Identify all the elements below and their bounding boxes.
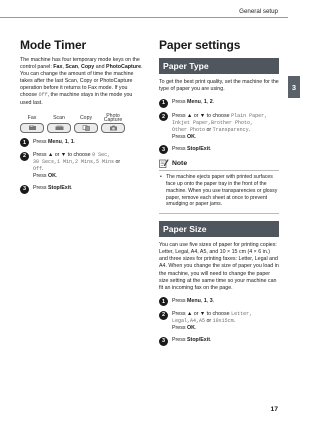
bold-text: OK [48, 173, 56, 180]
note-header [159, 159, 279, 171]
bold-text: Copy [81, 64, 95, 71]
fax-key-label: Fax [27, 114, 37, 121]
paper-type-steps [159, 99, 279, 154]
text-run: Press [33, 138, 49, 145]
text-run: . [42, 166, 44, 173]
text-run: , [206, 297, 210, 304]
step-line [33, 185, 144, 192]
text-run: Press [33, 173, 49, 180]
step-line [172, 337, 279, 344]
scan-key [47, 114, 71, 133]
copy-key [74, 114, 98, 133]
step-item [159, 146, 279, 155]
bold-text: Stop/Exit [187, 145, 210, 152]
text-run: Press ▲ or ▼ to choose [172, 311, 232, 318]
lcd-text: Off [33, 166, 43, 173]
lcd-text: 0 Sec, [92, 152, 111, 159]
header-rule [0, 17, 288, 18]
paper-settings-title: Paper settings [159, 38, 241, 52]
bold-text: Menu [187, 297, 201, 304]
text-run: , [67, 138, 71, 145]
step-line [172, 298, 279, 305]
bold-text: 1 [64, 138, 68, 145]
step-line [33, 166, 144, 173]
paper-type-heading: Paper Type [159, 58, 279, 74]
photo-capture-icon [101, 123, 125, 133]
lcd-text: Off [38, 92, 48, 99]
text-run: Press [172, 99, 188, 106]
step-text [172, 113, 279, 141]
step-line [172, 311, 279, 318]
step-number: 2 [159, 112, 168, 121]
paper-size-intro [159, 242, 279, 292]
step-number: 1 [159, 297, 168, 306]
text-run: . [248, 126, 251, 133]
step-line [33, 173, 144, 180]
step-number: 1 [159, 99, 168, 108]
lcd-text: Inkjet Paper,Brother Photo, [172, 119, 254, 126]
section-label: General setup [239, 8, 278, 15]
text-run: or [205, 318, 213, 325]
step-text [172, 146, 279, 153]
text-run: . You can change the amount of time the machine takes after the last Scan, Copy or PhotoCapture operation before it returns to Fax mode. If you choose [20, 64, 143, 99]
right-column [159, 38, 279, 351]
note-box [159, 159, 279, 214]
step-item [159, 337, 279, 346]
step-line [172, 325, 279, 332]
text-run: The machine has four temporary mode keys on the control panel: [20, 57, 140, 71]
paper-type-intro [159, 79, 279, 93]
lcd-text: Plain Paper, [231, 112, 268, 119]
scan-key-label: Scan [53, 114, 65, 121]
step-text [172, 298, 279, 305]
copy-key-label: Copy [79, 114, 93, 121]
fax-key [20, 114, 44, 133]
text-run: , [78, 64, 81, 71]
note-list [159, 174, 279, 208]
text-run: and [94, 64, 107, 71]
text-run: Press ▲ or ▼ to choose [172, 112, 232, 119]
text-run: Press [33, 185, 49, 192]
bold-text: 2 [209, 99, 213, 106]
bold-text: 1 [70, 138, 74, 145]
paper-size-heading: Paper Size [159, 221, 279, 237]
text-run: or [114, 159, 121, 166]
bold-text: Stop/Exit [187, 337, 210, 344]
text-run: or [205, 126, 213, 133]
bold-text: 1 [203, 297, 207, 304]
text-run: Press [172, 337, 188, 344]
text-run: . [209, 337, 212, 344]
lcd-text: 30 Secs,1 Min,2 Mins,5 Mins [33, 159, 115, 166]
bold-text: Menu [48, 138, 62, 145]
bold-text: Menu [187, 99, 201, 106]
mode-timer-intro [20, 57, 144, 107]
step-line [172, 120, 279, 127]
text-run: . [233, 318, 236, 325]
step-item [20, 185, 144, 194]
step-line [172, 134, 279, 141]
note-title: Note [172, 160, 188, 168]
text-run: Press [172, 133, 188, 140]
step-number: 3 [159, 145, 168, 154]
step-text [172, 311, 279, 332]
text-run: . [212, 99, 215, 106]
step-item [20, 152, 144, 180]
text-run: , [206, 99, 210, 106]
note-pencil-icon [159, 159, 169, 168]
photo-capture-key [101, 114, 125, 133]
step-number: 3 [20, 185, 29, 194]
step-line [172, 146, 279, 153]
step-line [172, 113, 279, 120]
step-number: 2 [20, 152, 29, 161]
text-run: . [194, 133, 197, 140]
fax-icon [20, 123, 44, 133]
step-line [33, 152, 144, 159]
text-run: . [209, 145, 212, 152]
bold-text: OK [187, 133, 195, 140]
step-text [33, 139, 144, 146]
text-run: Press ▲ or ▼ to choose [33, 152, 93, 159]
bold-text: OK [187, 325, 195, 332]
mode-timer-steps [20, 139, 144, 194]
paper-size-steps [159, 298, 279, 346]
scan-icon [47, 123, 71, 133]
step-number: 3 [159, 337, 168, 346]
text-run: , [200, 297, 204, 304]
text-run: . [70, 185, 73, 192]
lcd-text: Other Photo [172, 126, 206, 133]
text-run: Press [172, 325, 188, 332]
step-line [172, 127, 279, 134]
note-item: • The machine ejects paper with printed surfaces face up onto the paper tray in the front of the machine. When you use transparencies or glossy paper, remove each sheet at once to prevent smudging or paper jams. [159, 174, 279, 208]
step-line [172, 99, 279, 106]
bold-text: 3 [209, 297, 213, 304]
step-item [20, 139, 144, 148]
step-text [33, 185, 144, 192]
bold-text: Fax [53, 64, 63, 71]
bold-text: Stop/Exit [48, 185, 71, 192]
page-number: 17 [270, 406, 278, 413]
bold-text: 1 [203, 99, 207, 106]
lcd-text: Letter, [231, 311, 253, 318]
text-run: . [73, 138, 76, 145]
left-column [20, 38, 144, 199]
text-run: To get the best print quality, set the machine for the type of paper you are using. [159, 79, 279, 93]
text-run: Press [172, 297, 188, 304]
step-number: 1 [20, 138, 29, 147]
text-run: Press [172, 145, 188, 152]
text-run: . [55, 173, 58, 180]
lcd-text: 10x15cm [212, 318, 234, 325]
text-run: , [200, 99, 204, 106]
text-run: , [61, 138, 65, 145]
chapter-tab: 3 [288, 76, 300, 98]
text-run: . [194, 325, 197, 332]
text-run: You can use five sizes of paper for printing copies: Letter, Legal, A4, A5, and 10 × 15 cm (4 × 6 in.) and three sizes for printing faxes: Letter, Legal and A4. When you change the size of paper you load in the machine, you will need to change the paper size setting at the same time so your machine can fit an incoming fax on the page. [159, 242, 279, 291]
mode-keys-illustration [20, 114, 144, 133]
text-run: . [212, 297, 215, 304]
step-line [172, 318, 279, 325]
step-line [33, 159, 144, 166]
step-line [33, 139, 144, 146]
lcd-text: Transparency [212, 126, 249, 133]
step-number: 2 [159, 311, 168, 320]
step-text [172, 337, 279, 344]
bold-text: Scan [65, 64, 79, 71]
text-run: , [62, 64, 66, 71]
copy-icon [74, 123, 98, 133]
lcd-text: Legal,A4,A5 [172, 318, 206, 325]
step-text [33, 152, 144, 180]
step-text [172, 99, 279, 106]
text-run: , the machine stays in the mode you used last. [20, 92, 133, 106]
step-item [159, 99, 279, 108]
step-item [159, 113, 279, 141]
mode-timer-title: Mode Timer [20, 38, 87, 52]
step-item [159, 311, 279, 332]
bold-text: PhotoCapture [106, 64, 142, 71]
step-item [159, 298, 279, 307]
photo-capture-key-label: Photo Capture [103, 112, 123, 124]
